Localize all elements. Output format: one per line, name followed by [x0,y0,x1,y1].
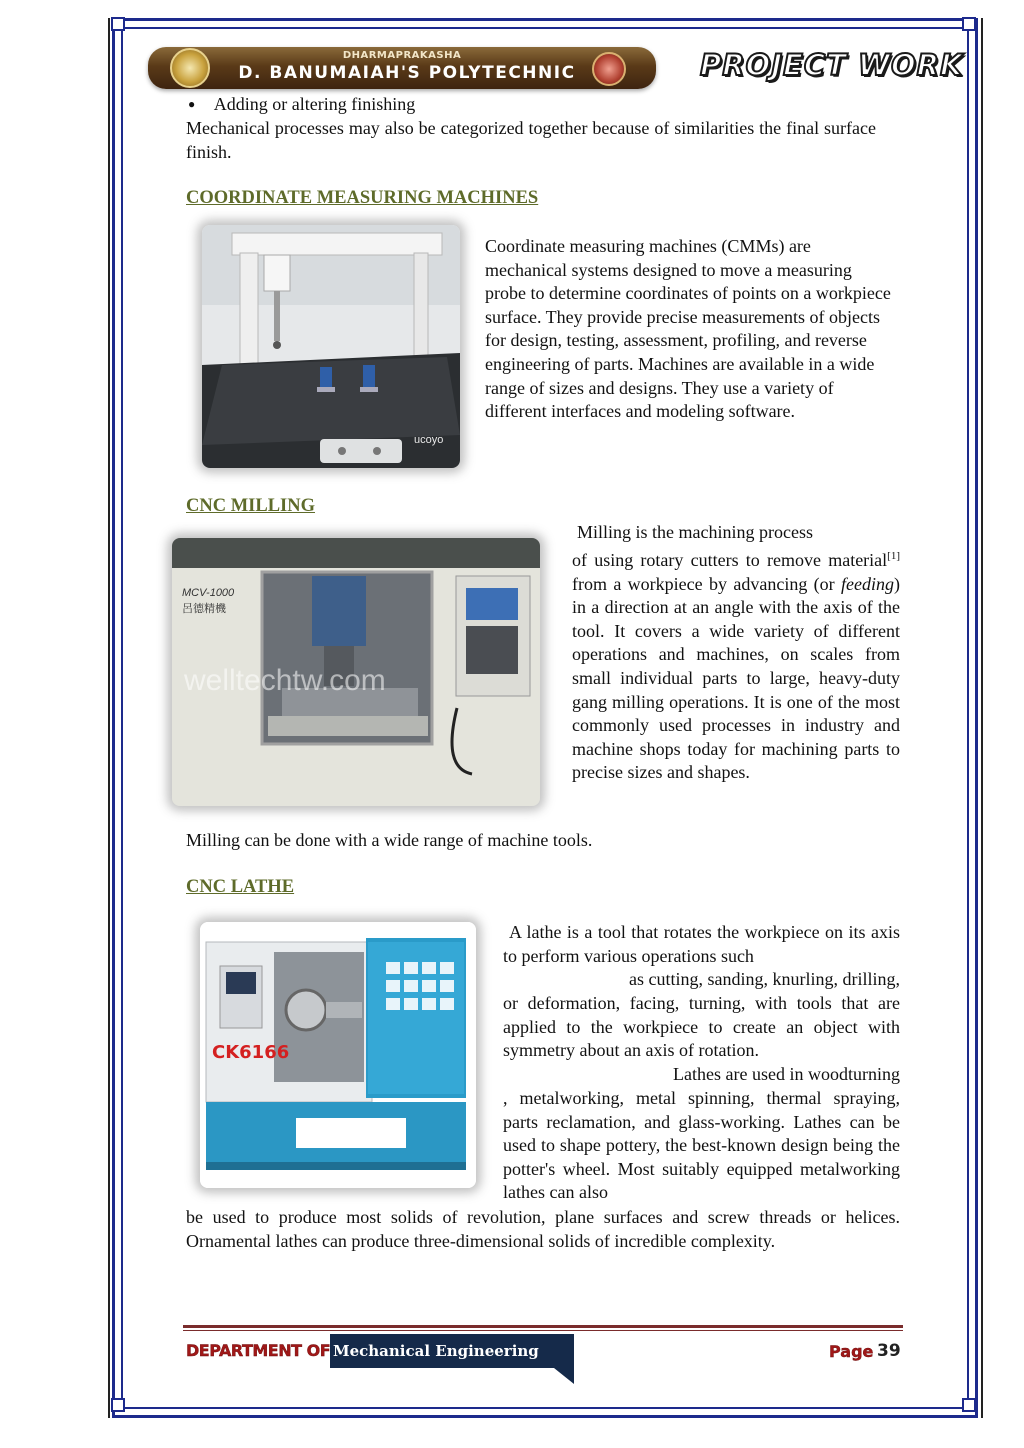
milling-closing-line: Milling can be done with a wide range of machine tools. [186,830,593,850]
page-label: Page [829,1342,874,1361]
lathe-text-2: as cutting, sanding, knurling, drilling, [629,969,900,989]
milling-description [572,545,900,785]
corner-ornament-tr [962,17,976,31]
intro-paragraph: Mechanical processes may also be categorized together because of similarities the final surface finish. [186,118,876,162]
department-name-box [330,1334,574,1368]
page-edge-right [981,18,983,1418]
founder-portrait-logo [592,52,626,86]
footer-rule [183,1325,903,1328]
milling-intro-line: Milling is the machining process [577,522,813,542]
lathe-text-1: A lathe is a tool that rotates the workpiece on its axis to perform various operations such [503,922,900,966]
cmm-illustration [202,225,460,468]
department-box-tail [554,1368,574,1384]
page-number: 39 [877,1341,901,1361]
lathe-text-3: or deformation, facing, turning, with tools that are applied to the workpiece to create an object with symmetry about an axis of rotation. [503,993,900,1061]
college-name: D. BANUMAIAH'S POLYTECHNIC [238,63,576,83]
cmm-description: Coordinate measuring machines (CMMs) are mechanical systems designed to move a measuring probe to determine coordinates of points on a workpiece surface. They provide precise measurements of objects for design, testing, assessment, profiling, and reverse engineering of parts. Machines are available in a wide range of sizes and designs. They use a variety of different interfaces and modeling software. [485,236,891,422]
corner-ornament-tl [111,17,125,31]
milling-machine-image [172,538,540,806]
project-work-title: PROJECT WORK [700,48,964,82]
corner-ornament-br [962,1398,976,1412]
bullet-dot: ● [188,97,196,111]
corner-ornament-bl [111,1398,125,1412]
lathe-illustration [200,922,476,1188]
milling-feeding-term: feeding [841,573,894,594]
bullet-text: Adding or altering finishing [213,94,416,114]
lathe-machine-image [200,922,476,1188]
cmm-machine-image [202,225,460,468]
cmm-brand-text: ucoyo [414,434,444,446]
department-name: Mechanical Engineering [333,1342,539,1360]
milling-brand-text: 呂德精機 [182,602,226,615]
lathe-heading: CNC LATHE [186,877,295,897]
department-label: DEPARTMENT OF [186,1341,331,1360]
footer-rule-thin [183,1330,903,1331]
college-subtitle: DHARMAPRAKASHA [342,50,462,61]
bullet-item [188,93,415,119]
college-emblem-logo [170,48,210,88]
milling-text-part1: of using rotary cutters to remove material [572,550,888,570]
lathe-model-text: CK6166 [212,1042,290,1063]
lathe-text-wide: be used to produce most solids of revolution, plane surfaces and screw threads or helices. Ornamental lathes can produce three-dimensional solids of incredible complexity. [186,1207,900,1251]
page-edge-left [108,18,110,1418]
milling-heading: CNC MILLING [186,496,315,516]
cmm-heading: COORDINATE MEASURING MACHINES [186,188,539,208]
lathe-text-4: Lathes are used in woodturning [673,1064,900,1084]
college-banner [148,47,656,89]
milling-text-part2: from a workpiece by advancing (or [572,573,842,594]
milling-illustration [172,538,540,806]
milling-citation[interactable]: [1] [887,550,900,562]
lathe-text-5: , metalworking, metal spinning, thermal spraying, parts reclamation, and glass-working. Lathes can be used to shape pottery, the best-known design being the potter's wheel. Most suitably equipped metalworking lathes can also [503,1088,900,1203]
milling-watermark: welltechtw.com [184,664,386,697]
milling-text-part3: ) in a direction at an angle with the axis of the tool. It covers a wide variety of different operations and machines, on scales from small individual parts to large, heavy-duty gang milling operations. It is one of the most commonly used processes in industry and machine shops today for machining parts to precise sizes and shapes. [572,573,900,783]
milling-model-text: MCV-1000 [182,587,235,599]
